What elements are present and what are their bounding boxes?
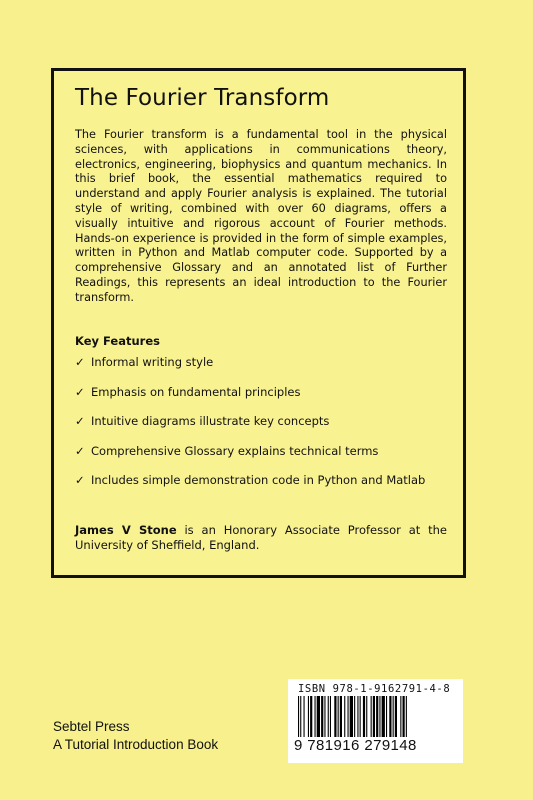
author-name: James V Stone (75, 523, 177, 537)
isbn-label: ISBN 978-1-9162791-4-8 (298, 683, 451, 695)
publisher-block (53, 718, 218, 754)
author-bio-text: is an Honorary Associate Professor at the University of Sheffield, England. (75, 523, 447, 552)
feature-text: Emphasis on fundamental principles (91, 384, 301, 399)
check-icon: ✓ (75, 414, 85, 428)
feature-item (75, 444, 455, 474)
book-description: The Fourier transform is a fundamental tool in the physical sciences, with applications in communications theory, electronics, engineering, biophysics and quantum mechanics. In this brief book, the essential mathematics required to understand and apply Fourier analysis is explained. The tutorial style of writing, combined with over 60 diagrams, offers a visually intuitive and rigorous account of Fourier methods. Hands-on experience is provided in the form of simple examples, written in Python and Matlab computer code. Supported by a comprehensive Glossary and an annotated list of Further Readings, this represents an ideal introduction to the Fourier transform. (75, 128, 447, 304)
feature-text: Comprehensive Glossary explains technical terms (91, 443, 379, 458)
check-icon: ✓ (75, 473, 85, 487)
ean-digits: 9 781916 279148 (294, 737, 417, 754)
key-features-heading: Key Features (75, 334, 160, 348)
check-icon: ✓ (75, 443, 85, 458)
feature-item (75, 355, 455, 385)
key-features-list (75, 355, 455, 503)
check-icon: ✓ (75, 384, 85, 399)
feature-item (75, 414, 455, 444)
book-title: The Fourier Transform (75, 85, 330, 111)
publisher-name: Sebtel Press (53, 719, 130, 734)
feature-text: Includes simple demonstration code in Python and Matlab (91, 473, 426, 487)
feature-text: Informal writing style (91, 355, 214, 369)
description-panel (51, 68, 466, 578)
feature-item (75, 385, 455, 415)
author-bio (75, 523, 447, 553)
isbn-barcode (288, 679, 463, 763)
feature-text: Intuitive diagrams illustrate key concepts (91, 414, 330, 428)
series-name: A Tutorial Introduction Book (53, 737, 219, 752)
feature-item (75, 473, 455, 503)
check-icon: ✓ (75, 355, 85, 369)
